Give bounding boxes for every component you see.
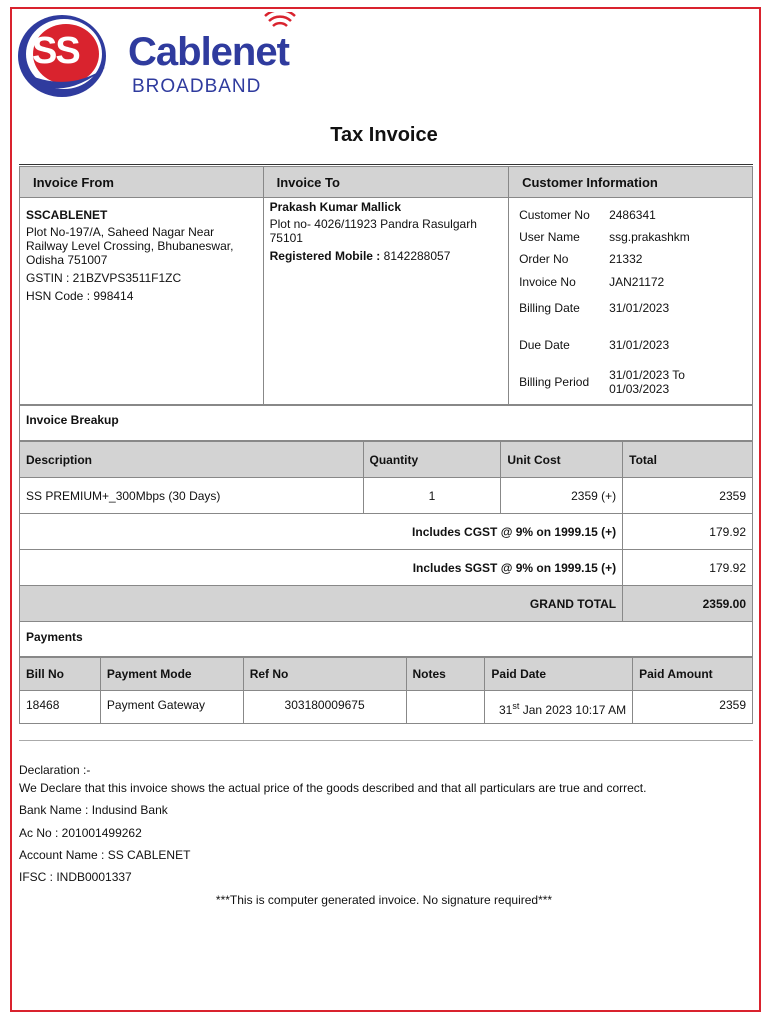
col-unit-cost: Unit Cost bbox=[501, 442, 623, 478]
customer-info-row: Billing Date 31/01/2023 bbox=[519, 301, 670, 315]
declaration-label: Declaration :- bbox=[19, 763, 91, 777]
paid-date-rest: Jan 2023 10:17 AM bbox=[519, 703, 627, 717]
footer-note: ***This is computer generated invoice. No signature required*** bbox=[215, 893, 553, 907]
customer-info-row: Invoice No JAN21172 bbox=[519, 275, 665, 289]
bill-no: 18468 bbox=[20, 691, 101, 724]
col-bill-no: Bill No bbox=[20, 658, 101, 691]
company-logo bbox=[18, 12, 318, 102]
payment-mode: Payment Gateway bbox=[100, 691, 243, 724]
ifsc-code: IFSC : INDB0001337 bbox=[19, 870, 132, 884]
col-description: Description bbox=[20, 442, 364, 478]
payments-heading: Payments bbox=[19, 621, 753, 657]
title-divider bbox=[19, 164, 753, 165]
paid-amount: 2359 bbox=[633, 691, 753, 724]
customer-info-row: Order No 21332 bbox=[519, 252, 643, 266]
sgst-value: 179.92 bbox=[623, 550, 753, 586]
col-payment-mode: Payment Mode bbox=[100, 658, 243, 691]
seller-gstin: GSTIN : 21BZVPS3511F1ZC bbox=[26, 271, 182, 285]
invoice-to-cell bbox=[263, 198, 508, 406]
page-title: Tax Invoice bbox=[330, 124, 438, 146]
table-row bbox=[20, 691, 753, 724]
paid-date-suffix: st bbox=[512, 701, 520, 711]
customer-info-cell bbox=[509, 198, 753, 406]
col-total: Total bbox=[623, 442, 753, 478]
cgst-value: 179.92 bbox=[623, 514, 753, 550]
col-paid-amount: Paid Amount bbox=[633, 658, 753, 691]
party-info-table bbox=[19, 166, 753, 406]
declaration-text: We Declare that this invoice shows the actual price of the goods described and that all particulars are true and correct. bbox=[19, 781, 647, 795]
table-row bbox=[20, 586, 753, 622]
customer-name: Prakash Kumar Mallick bbox=[269, 200, 402, 214]
invoice-from-header: Invoice From bbox=[20, 167, 264, 198]
paid-date-day: 31 bbox=[499, 703, 513, 717]
col-ref-no: Ref No bbox=[243, 658, 406, 691]
col-paid-date: Paid Date bbox=[485, 658, 633, 691]
customer-info-row: User Name ssg.prakashkm bbox=[519, 230, 690, 244]
customer-mobile bbox=[270, 249, 502, 263]
table-row bbox=[20, 550, 753, 586]
customer-address: Plot no- 4026/11923 Pandra Rasulgarh 75101 bbox=[269, 217, 477, 245]
footer-divider bbox=[19, 740, 753, 741]
seller-name: SSCABLENET bbox=[26, 208, 108, 222]
mobile-value: 8142288057 bbox=[383, 249, 451, 263]
logo-name: Cablenet bbox=[128, 30, 289, 74]
account-number: Ac No : 201001499262 bbox=[19, 826, 142, 840]
mobile-label: Registered Mobile : bbox=[269, 249, 381, 263]
grand-total-label: GRAND TOTAL bbox=[20, 586, 623, 622]
item-total: 2359 bbox=[623, 478, 753, 514]
col-notes: Notes bbox=[406, 658, 485, 691]
customer-info-row: Due Date 31/01/2023 bbox=[519, 338, 670, 352]
col-quantity: Quantity bbox=[363, 442, 501, 478]
invoice-to-header: Invoice To bbox=[263, 167, 508, 198]
invoice-from-cell bbox=[20, 198, 264, 406]
notes bbox=[406, 691, 485, 724]
table-row bbox=[20, 514, 753, 550]
table-row bbox=[20, 478, 753, 514]
invoice-breakup-heading: Invoice Breakup bbox=[19, 404, 753, 441]
invoice-breakup-table bbox=[19, 441, 753, 622]
seller-hsn: HSN Code : 998414 bbox=[26, 289, 134, 303]
account-name: Account Name : SS CABLENET bbox=[19, 848, 191, 862]
bank-name: Bank Name : Indusind Bank bbox=[19, 803, 168, 817]
logo-subtitle: BROADBAND bbox=[132, 76, 262, 97]
customer-info-row: Billing Period 31/01/2023 To 01/03/2023 bbox=[519, 368, 685, 396]
sgst-label: Includes SGST @ 9% on 1999.15 (+) bbox=[20, 550, 623, 586]
cgst-label: Includes CGST @ 9% on 1999.15 (+) bbox=[20, 514, 623, 550]
customer-info-header: Customer Information bbox=[509, 167, 753, 198]
item-unit-cost: 2359 (+) bbox=[501, 478, 623, 514]
paid-date bbox=[485, 691, 633, 724]
logo-initials: SS bbox=[32, 30, 79, 72]
item-quantity: 1 bbox=[363, 478, 501, 514]
grand-total-value: 2359.00 bbox=[623, 586, 753, 622]
payments-table bbox=[19, 657, 753, 724]
item-description: SS PREMIUM+_300Mbps (30 Days) bbox=[20, 478, 364, 514]
ref-no: 303180009675 bbox=[243, 691, 406, 724]
customer-info-row: Customer No 2486341 bbox=[519, 208, 656, 222]
seller-address: Plot No-197/A, Saheed Nagar Near Railway Level Crossing, Bhubaneswar, Odisha 751007 bbox=[26, 225, 234, 267]
